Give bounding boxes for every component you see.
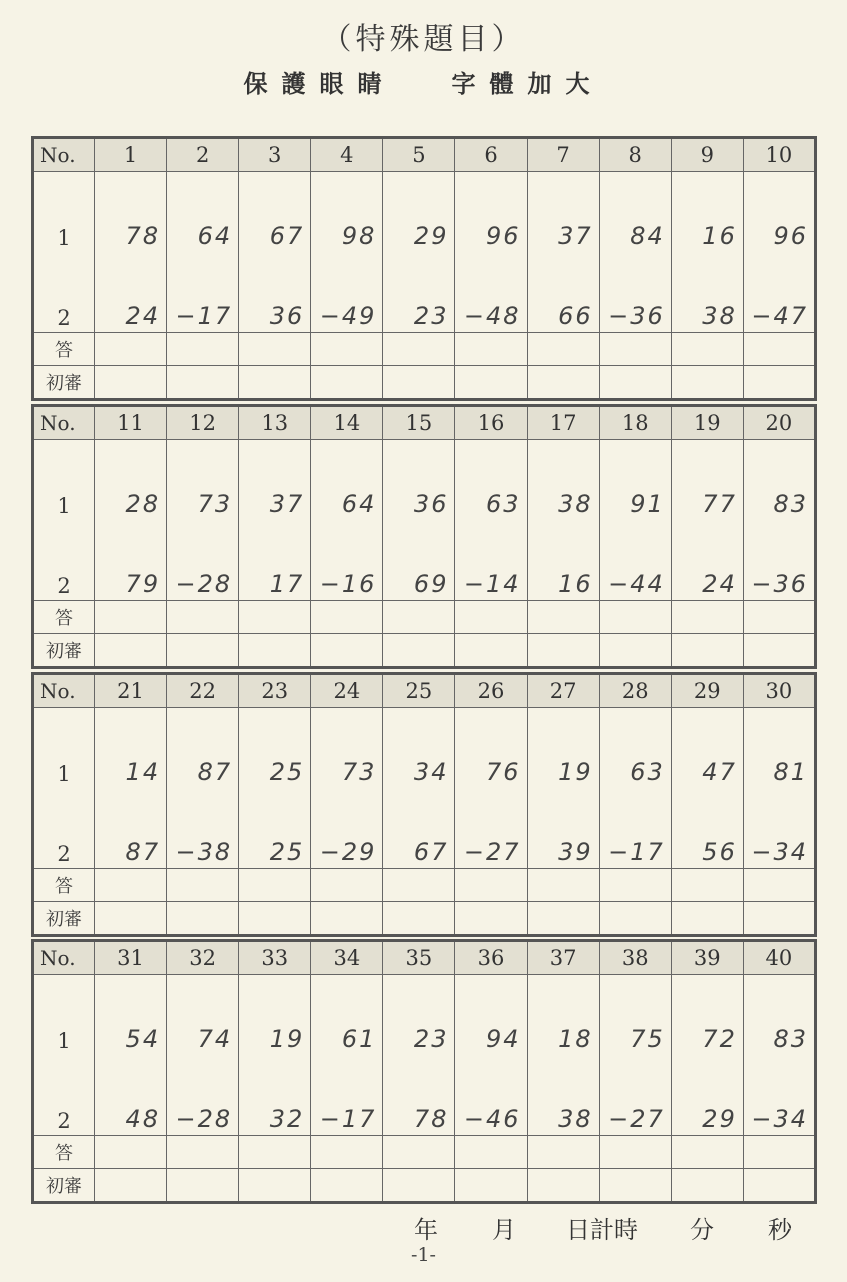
problem-cell [383,975,455,1136]
problem-number: 1 [95,138,167,172]
row-labels [33,172,95,333]
operand-2: 38 [702,302,737,330]
operand-2: 39 [558,838,593,866]
problem-cell [599,172,671,333]
operand-1: 18 [558,1025,593,1053]
operand-1: 75 [630,1025,665,1053]
operand-2: −47 [751,302,808,330]
problem-block-3 [31,672,817,937]
operand-1: 16 [702,222,737,250]
operand-1: 84 [630,222,665,250]
check-cell[interactable] [383,634,455,668]
check-label: 初審 [33,366,95,400]
operand-2: −17 [175,302,233,330]
row1-label: 1 [57,762,71,786]
row1-label: 1 [57,226,71,250]
operand-2: 23 [413,302,449,330]
operand-2: 67 [413,838,449,866]
operand-1: 96 [773,222,808,250]
check-cell[interactable] [671,634,743,668]
answer-cell[interactable] [455,333,527,366]
header-no-label: No. [33,406,95,440]
row1-label: 1 [57,1029,71,1053]
operand-1: 83 [773,490,808,518]
answer-cell[interactable] [383,1136,455,1169]
row-labels [33,708,95,869]
answer-cell[interactable] [239,1136,311,1169]
check-cell[interactable] [239,1169,311,1203]
problem-cell [383,708,455,869]
check-cell[interactable] [383,366,455,400]
answer-cell[interactable] [671,1136,743,1169]
operand-1: 72 [702,1025,737,1053]
answer-cell[interactable] [311,1136,383,1169]
footer-day-timer: 日計時 [566,1216,638,1244]
problem-cell [527,172,599,333]
problem-number: 11 [95,406,167,440]
operand-1: 25 [269,758,305,786]
problem-number: 30 [743,674,815,708]
check-cell[interactable] [743,902,815,936]
answer-cell[interactable] [167,1136,239,1169]
check-cell[interactable] [527,634,599,668]
answer-cell[interactable] [527,333,599,366]
operand-2: −49 [319,302,377,330]
operand-1: 36 [413,490,449,518]
check-cell[interactable] [311,366,383,400]
operand-2: 78 [413,1105,449,1133]
problem-number: 33 [239,941,311,975]
footer-month: 月 [492,1216,516,1244]
problem-number: 39 [671,941,743,975]
check-cell[interactable] [455,366,527,400]
answer-cell[interactable] [95,601,167,634]
problem-cell [167,172,239,333]
page-title: （特殊題目） [321,22,526,57]
problem-number: 29 [671,674,743,708]
problem-cell [743,708,815,869]
answer-cell[interactable] [599,869,671,902]
operand-1: 19 [269,1025,305,1053]
operand-1: 28 [125,490,161,518]
check-cell[interactable] [239,902,311,936]
answer-label: 答 [33,601,95,634]
answer-cell[interactable] [671,869,743,902]
problem-number: 34 [311,941,383,975]
problem-number: 2 [167,138,239,172]
row1-label: 1 [57,494,71,518]
row2-label: 2 [57,306,71,330]
answer-cell[interactable] [167,869,239,902]
answer-cell[interactable] [95,1136,167,1169]
operand-2: 38 [558,1105,593,1133]
problem-number: 40 [743,941,815,975]
answer-cell[interactable] [527,601,599,634]
operand-2: 29 [702,1105,737,1133]
problem-block-2 [31,404,817,669]
answer-cell[interactable] [383,333,455,366]
problem-number: 4 [311,138,383,172]
operand-1: 77 [702,490,737,518]
problem-number: 12 [167,406,239,440]
answer-cell[interactable] [455,601,527,634]
operand-1: 54 [125,1025,161,1053]
problem-cell [743,975,815,1136]
answer-cell[interactable] [455,869,527,902]
check-cell[interactable] [167,634,239,668]
problem-number: 5 [383,138,455,172]
problem-cell [671,708,743,869]
operand-1: 98 [341,222,377,250]
problem-cell [599,708,671,869]
problem-cell [95,708,167,869]
problem-number: 6 [455,138,527,172]
answer-cell[interactable] [743,1136,815,1169]
operand-1: 47 [702,758,737,786]
problem-cell [239,975,311,1136]
operand-2: −34 [751,838,808,866]
check-cell[interactable] [527,902,599,936]
operand-1: 87 [197,758,233,786]
operand-1: 38 [558,490,593,518]
operand-2: 36 [269,302,305,330]
answer-cell[interactable] [95,333,167,366]
problem-number: 13 [239,406,311,440]
operand-1: 94 [486,1025,521,1053]
problem-cell [239,172,311,333]
answer-cell[interactable] [167,333,239,366]
operand-2: −36 [608,302,665,330]
operand-2: 87 [125,838,161,866]
problem-block-4 [31,939,817,1204]
check-label: 初審 [33,634,95,668]
operand-2: −46 [463,1105,521,1133]
answer-cell[interactable] [167,601,239,634]
row2-label: 2 [57,574,71,598]
answer-cell[interactable] [95,869,167,902]
operand-1: 64 [197,222,233,250]
operand-1: 76 [486,758,521,786]
problem-number: 7 [527,138,599,172]
operand-1: 37 [269,490,305,518]
operand-1: 61 [341,1025,377,1053]
operand-2: −34 [751,1105,808,1133]
problem-cell [527,975,599,1136]
problem-number: 3 [239,138,311,172]
problem-number: 14 [311,406,383,440]
operand-2: −28 [175,570,233,598]
operand-2: −48 [463,302,521,330]
answer-label: 答 [33,333,95,366]
problem-number: 17 [527,406,599,440]
problem-number: 25 [383,674,455,708]
problem-number: 19 [671,406,743,440]
header-no-label: No. [33,941,95,975]
answer-cell[interactable] [311,869,383,902]
problem-number: 27 [527,674,599,708]
problem-number: 22 [167,674,239,708]
footer-minute: 分 [690,1216,714,1244]
answer-cell[interactable] [599,1136,671,1169]
check-cell[interactable] [383,1169,455,1203]
check-cell[interactable] [239,366,311,400]
problem-cell [383,440,455,601]
answer-label: 答 [33,1136,95,1169]
operand-1: 81 [773,758,808,786]
check-cell[interactable] [311,902,383,936]
operand-2: 69 [413,570,449,598]
check-cell[interactable] [599,366,671,400]
header-no-label: No. [33,674,95,708]
answer-cell[interactable] [239,601,311,634]
problem-cell [311,975,383,1136]
problem-cell [167,975,239,1136]
answer-cell[interactable] [239,869,311,902]
operand-2: 48 [125,1105,161,1133]
operand-1: 63 [486,490,521,518]
answer-cell[interactable] [743,869,815,902]
problem-cell [599,440,671,601]
row2-label: 2 [57,842,71,866]
operand-1: 19 [558,758,593,786]
problem-number: 32 [167,941,239,975]
operand-1: 91 [630,490,665,518]
operand-1: 29 [413,222,449,250]
check-cell[interactable] [455,1169,527,1203]
problem-number: 36 [455,941,527,975]
operand-2: −17 [319,1105,377,1133]
problem-number: 28 [599,674,671,708]
problem-cell [599,975,671,1136]
problem-cell [671,172,743,333]
problem-cell [455,440,527,601]
row-labels [33,440,95,601]
check-label: 初審 [33,902,95,936]
problem-number: 20 [743,406,815,440]
problem-block-1 [31,136,817,401]
operand-1: 83 [773,1025,808,1053]
problem-number: 24 [311,674,383,708]
operand-2: −38 [175,838,233,866]
answer-cell[interactable] [599,333,671,366]
check-label: 初審 [33,1169,95,1203]
operand-2: 79 [125,570,161,598]
problem-cell [311,708,383,869]
problem-number: 31 [95,941,167,975]
problem-cell [95,172,167,333]
check-cell[interactable] [167,902,239,936]
operand-1: 64 [341,490,377,518]
problem-cell [527,440,599,601]
operand-1: 78 [125,222,161,250]
check-cell[interactable] [527,366,599,400]
answer-cell[interactable] [743,333,815,366]
page-number: -1- [411,1244,436,1266]
problem-cell [239,708,311,869]
problem-cell [383,172,455,333]
check-cell[interactable] [95,1169,167,1203]
check-cell[interactable] [311,1169,383,1203]
check-cell[interactable] [383,902,455,936]
problem-number: 10 [743,138,815,172]
problem-cell [239,440,311,601]
problem-cell [527,708,599,869]
check-cell[interactable] [743,1169,815,1203]
check-cell[interactable] [239,634,311,668]
answer-label: 答 [33,869,95,902]
operand-1: 37 [558,222,593,250]
operand-2: 32 [269,1105,305,1133]
check-cell[interactable] [95,366,167,400]
problem-cell [95,440,167,601]
operand-1: 73 [341,758,377,786]
operand-1: 74 [197,1025,233,1053]
operand-2: 17 [269,570,305,598]
subtitle-protect-eyes: 保護眼睛 [243,70,396,98]
problem-cell [743,440,815,601]
operand-2: −16 [319,570,377,598]
problem-number: 38 [599,941,671,975]
check-cell[interactable] [743,634,815,668]
problem-cell [167,708,239,869]
operand-1: 63 [630,758,665,786]
header-no-label: No. [33,138,95,172]
problem-number: 26 [455,674,527,708]
problem-number: 35 [383,941,455,975]
problem-cell [455,708,527,869]
check-cell[interactable] [455,902,527,936]
check-cell[interactable] [455,634,527,668]
operand-2: 16 [558,570,593,598]
answer-cell[interactable] [527,1136,599,1169]
check-cell[interactable] [671,1169,743,1203]
problem-number: 18 [599,406,671,440]
operand-2: −28 [175,1105,233,1133]
answer-cell[interactable] [671,333,743,366]
operand-1: 96 [486,222,521,250]
footer-second: 秒 [768,1216,792,1244]
problem-number: 8 [599,138,671,172]
answer-cell[interactable] [311,601,383,634]
check-cell[interactable] [599,1169,671,1203]
problem-number: 21 [95,674,167,708]
problem-cell [311,440,383,601]
problem-number: 15 [383,406,455,440]
problem-number: 37 [527,941,599,975]
operand-2: −14 [463,570,521,598]
check-cell[interactable] [599,634,671,668]
row2-label: 2 [57,1109,71,1133]
check-cell[interactable] [527,1169,599,1203]
answer-cell[interactable] [671,601,743,634]
check-cell[interactable] [167,1169,239,1203]
operand-2: 24 [702,570,737,598]
operand-1: 14 [125,758,161,786]
answer-cell[interactable] [311,333,383,366]
answer-cell[interactable] [599,601,671,634]
check-cell[interactable] [95,634,167,668]
problem-cell [167,440,239,601]
check-cell[interactable] [599,902,671,936]
operand-2: −27 [608,1105,665,1133]
check-cell[interactable] [671,366,743,400]
operand-2: −44 [608,570,665,598]
operand-2: −36 [751,570,808,598]
answer-cell[interactable] [527,869,599,902]
operand-2: −27 [463,838,521,866]
answer-cell[interactable] [383,869,455,902]
problem-number: 16 [455,406,527,440]
problem-cell [743,172,815,333]
problem-cell [311,172,383,333]
check-cell[interactable] [671,902,743,936]
operand-2: −29 [319,838,377,866]
problem-number: 23 [239,674,311,708]
operand-1: 23 [413,1025,449,1053]
operand-1: 67 [269,222,305,250]
answer-cell[interactable] [239,333,311,366]
operand-1: 34 [413,758,449,786]
footer-year: 年 [414,1216,438,1244]
problem-cell [671,440,743,601]
answer-cell[interactable] [743,601,815,634]
problem-cell [455,172,527,333]
answer-cell[interactable] [455,1136,527,1169]
subtitle-large-font: 字體加大 [451,70,604,98]
problem-cell [671,975,743,1136]
operand-2: 56 [702,838,737,866]
operand-2: 66 [558,302,593,330]
problem-number: 9 [671,138,743,172]
check-cell[interactable] [95,902,167,936]
check-cell[interactable] [743,366,815,400]
problem-cell [455,975,527,1136]
timer-footer [0,1210,847,1244]
operand-2: 24 [125,302,161,330]
operand-2: −17 [608,838,665,866]
operand-1: 73 [197,490,233,518]
page-subtitle [0,64,847,99]
problem-cell [95,975,167,1136]
operand-2: 25 [269,838,305,866]
answer-cell[interactable] [383,601,455,634]
check-cell[interactable] [311,634,383,668]
row-labels [33,975,95,1136]
check-cell[interactable] [167,366,239,400]
